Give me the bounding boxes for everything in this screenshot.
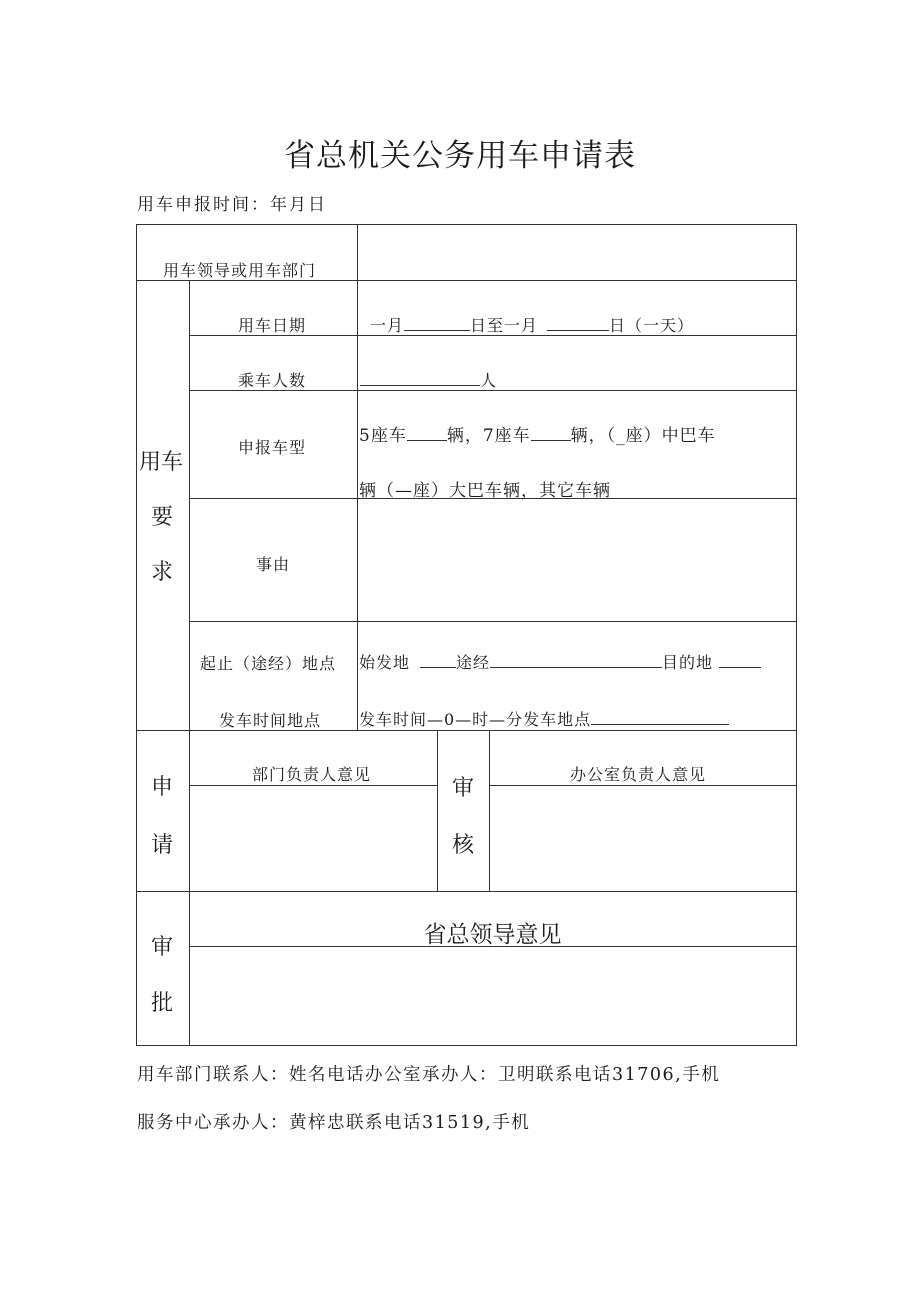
footer-contact-line1: 用车部门联系人：姓名电话办公室承办人：卫明联系电话31706,手机	[137, 1065, 721, 1085]
date-value[interactable]	[370, 313, 694, 336]
route-start-blank[interactable]	[420, 651, 456, 668]
leader-dept-label: 用车领导或用车部门	[163, 261, 317, 280]
route-dest-blank[interactable]	[719, 651, 761, 668]
route-via: 途经	[456, 653, 491, 672]
passengers-blank[interactable]	[360, 369, 480, 386]
date-value-part1: 一月	[370, 316, 405, 335]
route-label: 起止（途经）地点	[200, 654, 337, 673]
requirements-label-line1: 用车	[139, 450, 184, 475]
vehicle-blank-2[interactable]	[531, 424, 571, 441]
vehicle-blank-1[interactable]	[407, 424, 447, 441]
passengers-label: 乘车人数	[238, 371, 307, 390]
reason-label: 事由	[256, 555, 291, 574]
vehicle-type-line1[interactable]	[359, 421, 716, 446]
depart-place-blank[interactable]	[591, 708, 729, 725]
apply-label-line1: 申	[151, 775, 174, 800]
vehicle-type-line2: 辆（—座）大巴车辆，其它车辆	[359, 481, 611, 501]
review-label-line1: 审	[452, 776, 475, 801]
date-blank-1[interactable]	[404, 314, 470, 331]
approve-label-line2: 批	[151, 991, 174, 1016]
requirements-label-line3: 求	[151, 560, 174, 585]
form-title: 省总机关公务用车申请表	[284, 138, 636, 174]
reason-field[interactable]	[360, 502, 794, 618]
column-divider	[357, 224, 358, 730]
report-time: 用车申报时间：年月日	[137, 195, 327, 215]
date-label: 用车日期	[238, 316, 307, 335]
route-via-blank[interactable]	[490, 651, 662, 668]
date-blank-2[interactable]	[547, 314, 609, 331]
vehicle-part-c: 辆，（_座）中巴车	[570, 426, 716, 446]
footer-contact-line2: 服务中心承办人：黄梓忠联系电话31519,手机	[137, 1113, 531, 1133]
depart-value[interactable]	[359, 707, 729, 730]
row-divider	[189, 621, 797, 622]
leader-opinion-field[interactable]	[192, 949, 794, 1043]
route-dest: 目的地	[662, 653, 714, 672]
vehicle-part-b: 辆，7座车	[446, 426, 531, 446]
depart-label: 发车时间地点	[219, 711, 322, 730]
table-border-top	[136, 224, 797, 225]
leader-opinion-label: 省总领导意见	[423, 922, 562, 948]
leader-dept-field[interactable]	[360, 228, 794, 278]
row-divider	[489, 785, 797, 786]
column-divider	[489, 730, 490, 891]
apply-label-line2: 请	[151, 833, 174, 858]
passengers-unit: 人	[480, 371, 498, 390]
route-value[interactable]	[359, 650, 761, 673]
column-divider	[437, 730, 438, 891]
route-start: 始发地	[359, 653, 411, 672]
date-value-part3: 日（一天）	[609, 316, 695, 335]
row-divider	[189, 785, 438, 786]
office-head-opinion-field[interactable]	[492, 788, 794, 888]
passengers-value[interactable]	[360, 368, 497, 391]
requirements-label-line2: 要	[151, 505, 174, 530]
row-divider	[136, 891, 797, 892]
date-value-part2: 日至一月	[470, 316, 539, 335]
dept-head-opinion-field[interactable]	[192, 788, 435, 888]
dept-head-opinion-label: 部门负责人意见	[252, 765, 372, 784]
vehicle-part-a: 5座车	[359, 426, 407, 446]
review-label-line2: 核	[452, 833, 475, 858]
office-head-opinion-label: 办公室负责人意见	[570, 765, 707, 784]
depart-text: 发车时间—0—时—分发车地点	[359, 710, 592, 729]
vehicle-type-label: 申报车型	[238, 438, 307, 457]
table-border-bottom	[136, 1045, 797, 1046]
approve-label-line1: 审	[151, 935, 174, 960]
